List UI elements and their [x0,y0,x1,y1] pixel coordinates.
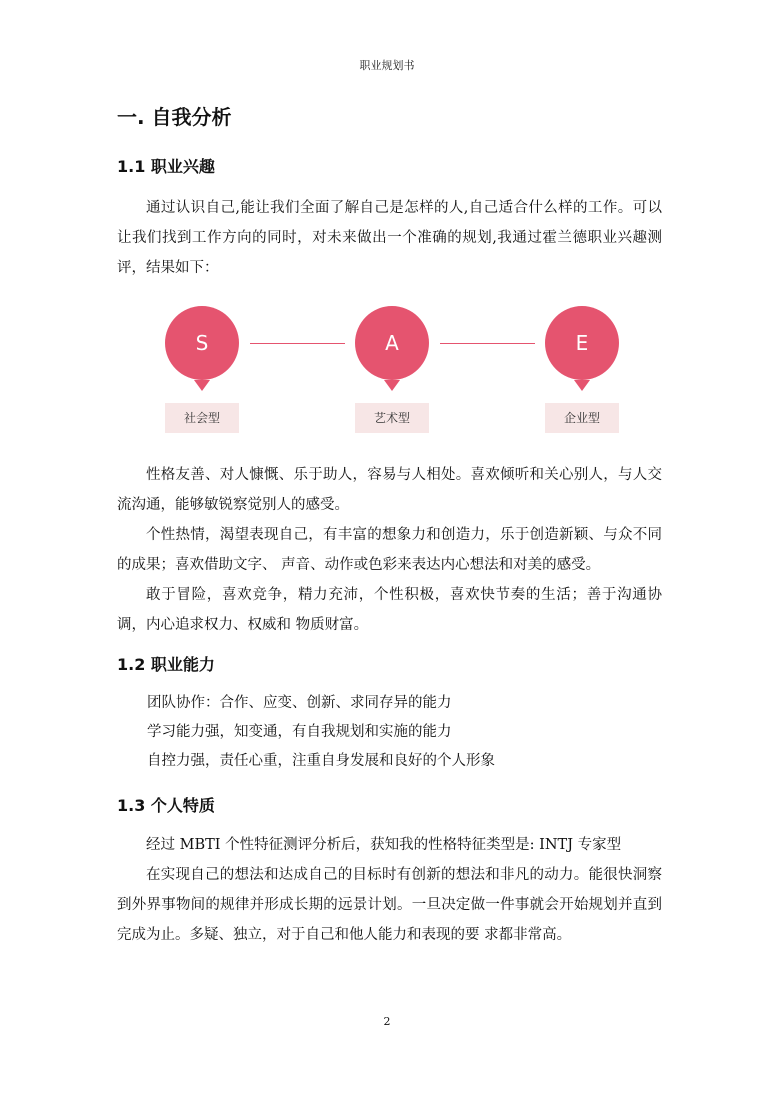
holland-code-diagram [155,300,635,450]
holland-label-social: 社会型 [165,403,239,433]
interest-paragraph: 个性热情，渴望表现自己，有丰富的想象力和创造力，乐于创造新颖、与众不同的成果；喜欢借助文字、 声音、动作或色彩来表达内心想法和对美的感受。 [117,527,662,573]
circle-pointer [194,380,210,391]
subsection-title-traits: 1.3 个人特质 [117,796,215,815]
interest-intro-paragraph [117,193,662,283]
section-title-self-analysis: 一. 自我分析 [117,105,232,129]
traits-description [117,830,662,950]
holland-circle-e: E [545,306,619,380]
ability-item: 自控力强，责任心重，注重自身发展和良好的个人形象 [147,753,495,769]
connector-line [440,343,535,344]
interest-paragraph: 敢于冒险，喜欢竞争，精力充沛，个性积极，喜欢快节奏的生活；善于沟通协调，内心追求权力、权威和 物质财富。 [117,587,662,633]
circle-pointer [384,380,400,391]
interest-paragraph: 性格友善、对人慷慨、乐于助人，容易与人相处。喜欢倾听和关心别人，与人交流沟通，能够敏锐察觉别人的感受。 [117,467,662,513]
ability-item: 学习能力强，知变通，有自我规划和实施的能力 [147,724,452,740]
traits-paragraph: 经过 MBTI 个性特征测评分析后，获知我的性格特征类型是: INTJ 专家型 [146,837,622,853]
holland-circle-s: S [165,306,239,380]
traits-paragraph: 在实现自己的想法和达成自己的目标时有创新的想法和非凡的动力。能很快洞察到外界事物间的规律并形成长期的远景计划。一旦决定做一件事就会开始规划并直到完成为止。多疑、独立，对于自己和他人能力和表现的要 求都非常高。 [117,867,662,943]
holland-circle-a: A [355,306,429,380]
subsection-title-interest: 1.1 职业兴趣 [117,157,215,176]
interest-description [117,460,662,640]
interest-intro-text: 通过认识自己,能让我们全面了解自己是怎样的人,自己适合什么样的工作。可以让我们找到工作方向的同时，对未来做出一个准确的规划,我通过霍兰德职业兴趣测评，结果如下： [117,200,662,276]
holland-label-enterprising: 企业型 [545,403,619,433]
page-header: 职业规划书 [359,59,415,72]
connector-line [250,343,345,344]
page-number: 2 [383,1015,391,1028]
subsection-title-ability: 1.2 职业能力 [117,655,215,674]
holland-label-artistic: 艺术型 [355,403,429,433]
circle-pointer [574,380,590,391]
ability-item: 团队协作：合作、应变、创新、求同存异的能力 [147,695,452,711]
